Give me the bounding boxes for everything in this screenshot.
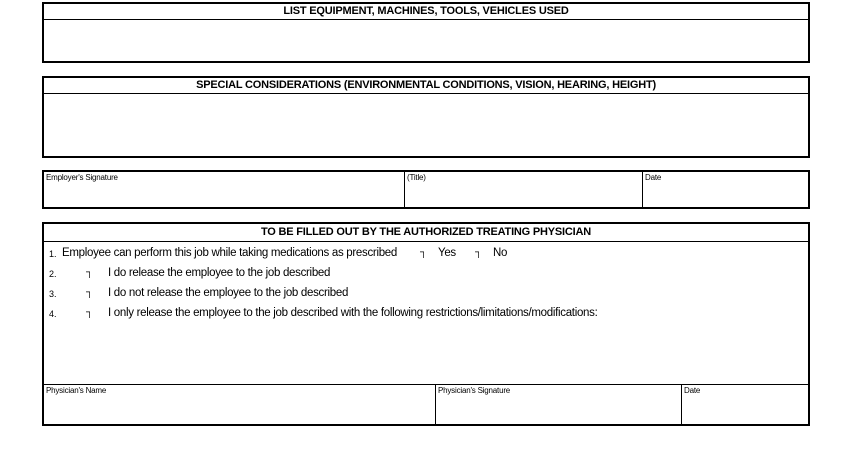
employer-title-field[interactable]	[405, 172, 643, 207]
physician-header: TO BE FILLED OUT BY THE AUTHORIZED TREATING PHYSICIAN	[44, 224, 808, 242]
employer-signature-label: Employer's Signature	[46, 173, 118, 182]
item-3-number: 3.	[49, 289, 57, 299]
equipment-field[interactable]	[44, 20, 808, 61]
item-1-yes-checkbox[interactable]: ┐	[420, 247, 428, 258]
physician-date-label: Date	[684, 386, 701, 395]
physician-signature-label: Physician's Signature	[438, 386, 511, 395]
employer-row	[42, 170, 810, 209]
special-considerations-field[interactable]	[44, 94, 808, 156]
item-3-text: I do not release the employee to the job described	[108, 287, 349, 299]
item-2-checkbox[interactable]: ┐	[86, 267, 94, 278]
item-4-number: 4.	[49, 309, 57, 319]
special-considerations-section	[42, 76, 810, 158]
employer-title-label: (Title)	[407, 173, 426, 182]
physician-signature-row	[44, 384, 808, 424]
physician-name-field[interactable]	[44, 385, 436, 424]
employer-date-field[interactable]	[643, 172, 808, 207]
item-3-checkbox[interactable]: ┐	[86, 287, 94, 298]
employer-signature-field[interactable]	[44, 172, 405, 207]
item-1-no-checkbox[interactable]: ┐	[475, 247, 483, 258]
physician-name-label: Physician's Name	[46, 386, 107, 395]
employer-date-label: Date	[645, 173, 662, 182]
item-4-text: I only release the employee to the job described with the following restrictions/limitations/modifications:	[108, 307, 598, 319]
item-1-no-label: No	[493, 247, 508, 259]
physician-signature-field[interactable]	[436, 385, 682, 424]
special-considerations-header: SPECIAL CONSIDERATIONS (ENVIRONMENTAL CONDITIONS, VISION, HEARING, HEIGHT)	[44, 78, 808, 94]
equipment-section	[42, 2, 810, 63]
item-1-text: Employee can perform this job while taking medications as prescribed	[62, 247, 397, 259]
item-1-yes-label: Yes	[438, 247, 456, 259]
physician-date-field[interactable]	[682, 385, 808, 424]
item-2-text: I do release the employee to the job described	[108, 267, 331, 279]
item-4-checkbox[interactable]: ┐	[86, 307, 94, 318]
item-1-number: 1.	[49, 249, 57, 259]
physician-section	[42, 222, 810, 426]
item-2-number: 2.	[49, 269, 57, 279]
equipment-header: LIST EQUIPMENT, MACHINES, TOOLS, VEHICLES USED	[44, 4, 808, 20]
